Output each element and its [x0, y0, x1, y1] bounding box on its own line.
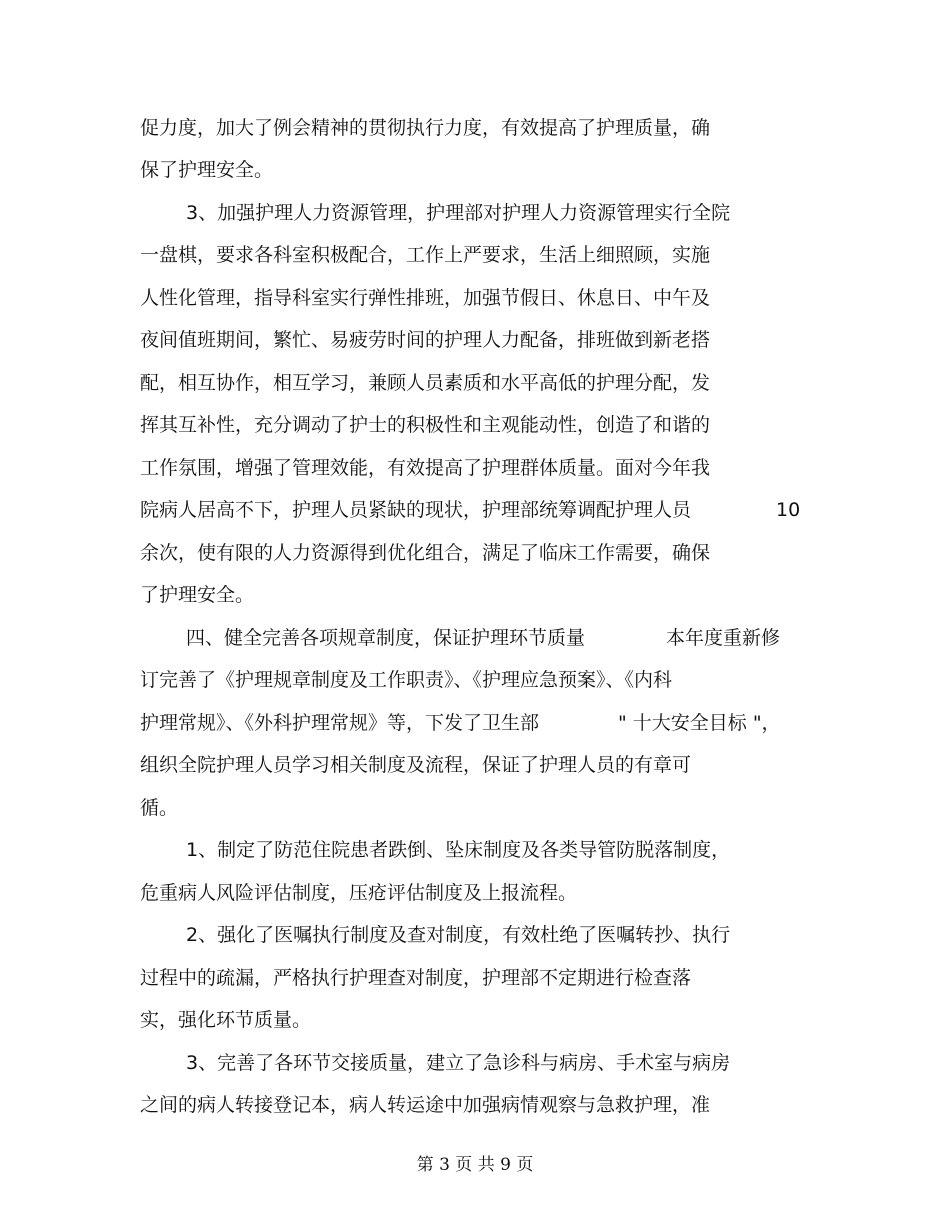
text-number: 10	[776, 499, 801, 521]
page-footer: 第 3 页 共 9 页	[416, 1155, 534, 1175]
section-heading: 四、健全完善各项规章制度，保证护理环节质量	[186, 627, 586, 649]
text-line: 了护理安全。	[140, 584, 255, 606]
text-line: 夜间值班期间，繁忙、易疲劳时间的护理人力配备，排班做到新老搭	[140, 329, 711, 351]
text-line: 过程中的疏漏，严格执行护理查对制度，护理部不定期进行检查落	[140, 967, 692, 989]
text-line: 配，相互协作，相互学习，兼顾人员素质和水平高低的护理分配，发	[140, 372, 711, 394]
text-line: 3、加强护理人力资源管理，护理部对护理人力资源管理实行全院	[186, 202, 731, 224]
text-line: 组织全院护理人员学习相关制度及流程，保证了护理人员的有章可	[140, 754, 692, 776]
text-line: 危重病人风险评估制度，压疮评估制度及上报流程。	[140, 882, 578, 904]
text-line: 工作氛围，增强了管理效能，有效提高了护理群体质量。面对今年我	[140, 457, 711, 479]
text-line: 人性化管理，指导科室实行弹性排班，加强节假日、休息日、中午及	[140, 287, 711, 309]
text-line: 订完善了《护理规章制度及工作职责》、《护理应急预案》、《内科	[140, 669, 673, 691]
text-fragment: " 十大安全目标 "，	[618, 712, 781, 734]
text-line: 1、制定了防范住院患者跌倒、坠床制度及各类导管防脱落制度，	[186, 839, 731, 861]
text-line: 循。	[140, 797, 179, 819]
text-line: 保了护理安全。	[140, 159, 274, 181]
text-line: 之间的病人转接登记本，病人转运途中加强病情观察与急救护理，准	[140, 1094, 711, 1116]
text-line: 一盘棋，要求各科室积极配合，工作上严要求，生活上细照顾，实施	[140, 244, 711, 266]
text-line: 护理常规》、《外科护理常规》等，下发了卫生部	[140, 712, 540, 734]
text-line: 余次，使有限的人力资源得到优化组合，满足了临床工作需要，确保	[140, 542, 711, 564]
text-line: 3、完善了各环节交接质量，建立了急诊科与病房、手术室与病房	[186, 1052, 731, 1074]
text-line: 2、强化了医嘱执行制度及查对制度，有效杜绝了医嘱转抄、执行	[186, 924, 731, 946]
text-line: 实，强化环节质量。	[140, 1009, 312, 1031]
text-line: 促力度，加大了例会精神的贯彻执行力度，有效提高了护理质量，确	[140, 117, 711, 139]
text-fragment: 本年度重新修	[666, 627, 781, 649]
text-line: 院病人居高不下，护理人员紧缺的现状，护理部统筹调配护理人员	[140, 499, 692, 521]
text-line: 挥其互补性，充分调动了护士的积极性和主观能动性，创造了和谐的	[140, 414, 711, 436]
